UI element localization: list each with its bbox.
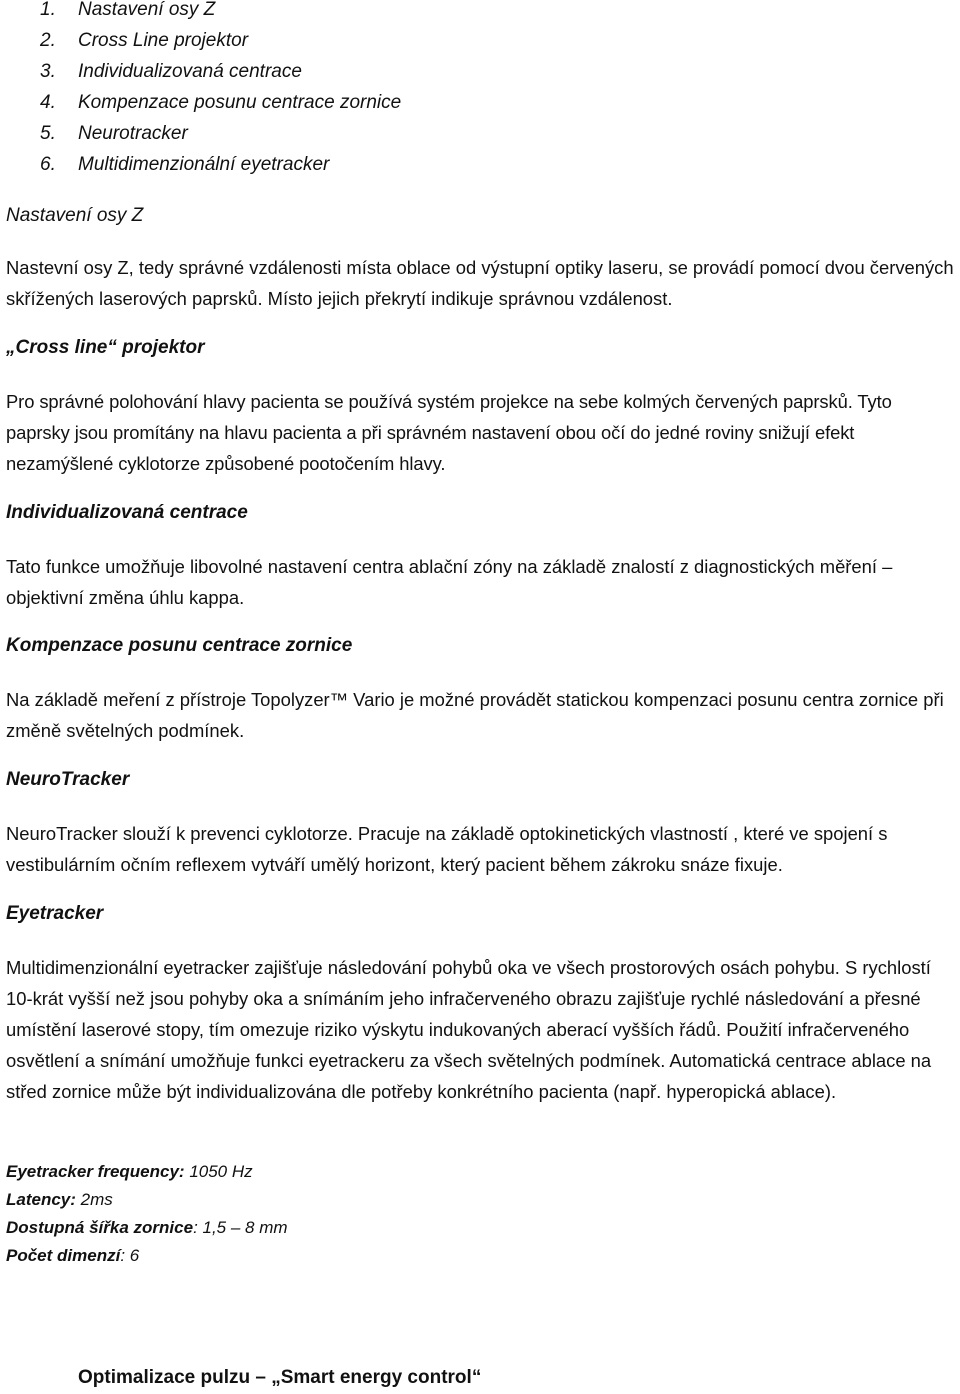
section-heading-cross-line: „Cross line“ projektor xyxy=(6,337,205,358)
section-text-centrace: Tato funkce umožňuje libovolné nastavení centra ablační zóny na základě znalostí z diagnostických měření – objektivní změna úhlu kappa. xyxy=(6,556,893,608)
spec-line: Počet dimenzí: 6 xyxy=(6,1246,140,1265)
toc-item-label: Individualizovaná centrace xyxy=(78,61,302,82)
toc-item-label: Multidimenzionální eyetracker xyxy=(78,154,330,175)
toc-item: 4. Kompenzace posunu centrace zornice xyxy=(40,92,402,113)
toc-item-label: Kompenzace posunu centrace zornice xyxy=(78,92,402,113)
toc-item: 5. Neurotracker xyxy=(40,123,188,144)
section-text-osa-z: Nastevní osy Z, tedy správné vzdálenosti místa oblace od výstupní optiky laseru, se provádí pomocí dvou červených skřížených laserových paprsků. Místo jejich překrytí indikuje správnou vzdálenost. xyxy=(6,257,954,309)
section-text-kompenzace: Na základě meření z přístroje Topolyzer™ Vario je možné provádět statickou kompenzaci posunu centra zornice při změně světelných podmínek. xyxy=(6,689,944,741)
toc-item-label: Cross Line projektor xyxy=(78,30,249,51)
spec-line: Dostupná šířka zornice: 1,5 – 8 mm xyxy=(6,1218,288,1237)
section-heading-neurotracker: NeuroTracker xyxy=(6,769,130,790)
toc-item: 2. Cross Line projektor xyxy=(40,30,249,51)
table-of-contents xyxy=(40,0,401,180)
section-text-cross-line: Pro správné polohování hlavy pacienta se používá systém projekce na sebe kolmých červených paprsků. Tyto paprsky jsou promítány na hlavu pacienta a při správném nastavení obou očí do jedné roviny snižují efekt nezamýšlené cyklotorze způsobené pootočením hlavy. xyxy=(6,391,892,474)
section-text-eyetracker: Multidimenzionální eyetracker zajišťuje následování pohybů oka ve všech prostorových osách pohybu. S rychlostí 10-krát vyšší než jsou pohyby oka a snímáním jeho infračerveného obrazu zajišťuje rychlé následování a přesné umístění laserové stopy, tím omezuje riziko výskytu indukovaných aberací vyšších řádů. Použití infračerveného osvětlení a snímání umožňuje funkci eyetrackeru za všech světelných podmínek. Automatická centrace ablace na střed zornice může být individualizována dle potřeby konkrétního pacienta (např. hyperopická ablace). xyxy=(6,957,932,1102)
section-text-neurotracker: NeuroTracker slouží k prevenci cyklotorze. Pracuje na základě optokinetických vlastností , které ve spojení s vestibulárním očním reflexem vytváří umělý horizont, který pacient během zákroku snáze fixuje. xyxy=(6,823,888,875)
section-heading-kompenzace: Kompenzace posunu centrace zornice xyxy=(6,635,353,656)
toc-item-label: Nastavení osy Z xyxy=(78,0,216,20)
section-heading-eyetracker: Eyetracker xyxy=(6,903,104,924)
toc-item: 1. Nastavení osy Z xyxy=(40,0,216,20)
section-heading-centrace: Individualizovaná centrace xyxy=(6,502,248,523)
toc-item: 3. Individualizovaná centrace xyxy=(40,61,302,82)
toc-item: 6. Multidimenzionální eyetracker xyxy=(40,154,330,175)
spec-line: Latency: 2ms xyxy=(6,1190,113,1209)
final-heading: Optimalizace pulzu – „Smart energy control“ xyxy=(78,1367,482,1388)
spec-line: Eyetracker frequency: 1050 Hz xyxy=(6,1162,253,1181)
toc-item-label: Neurotracker xyxy=(78,123,188,144)
section-heading-osa-z: Nastavení osy Z xyxy=(6,205,144,226)
